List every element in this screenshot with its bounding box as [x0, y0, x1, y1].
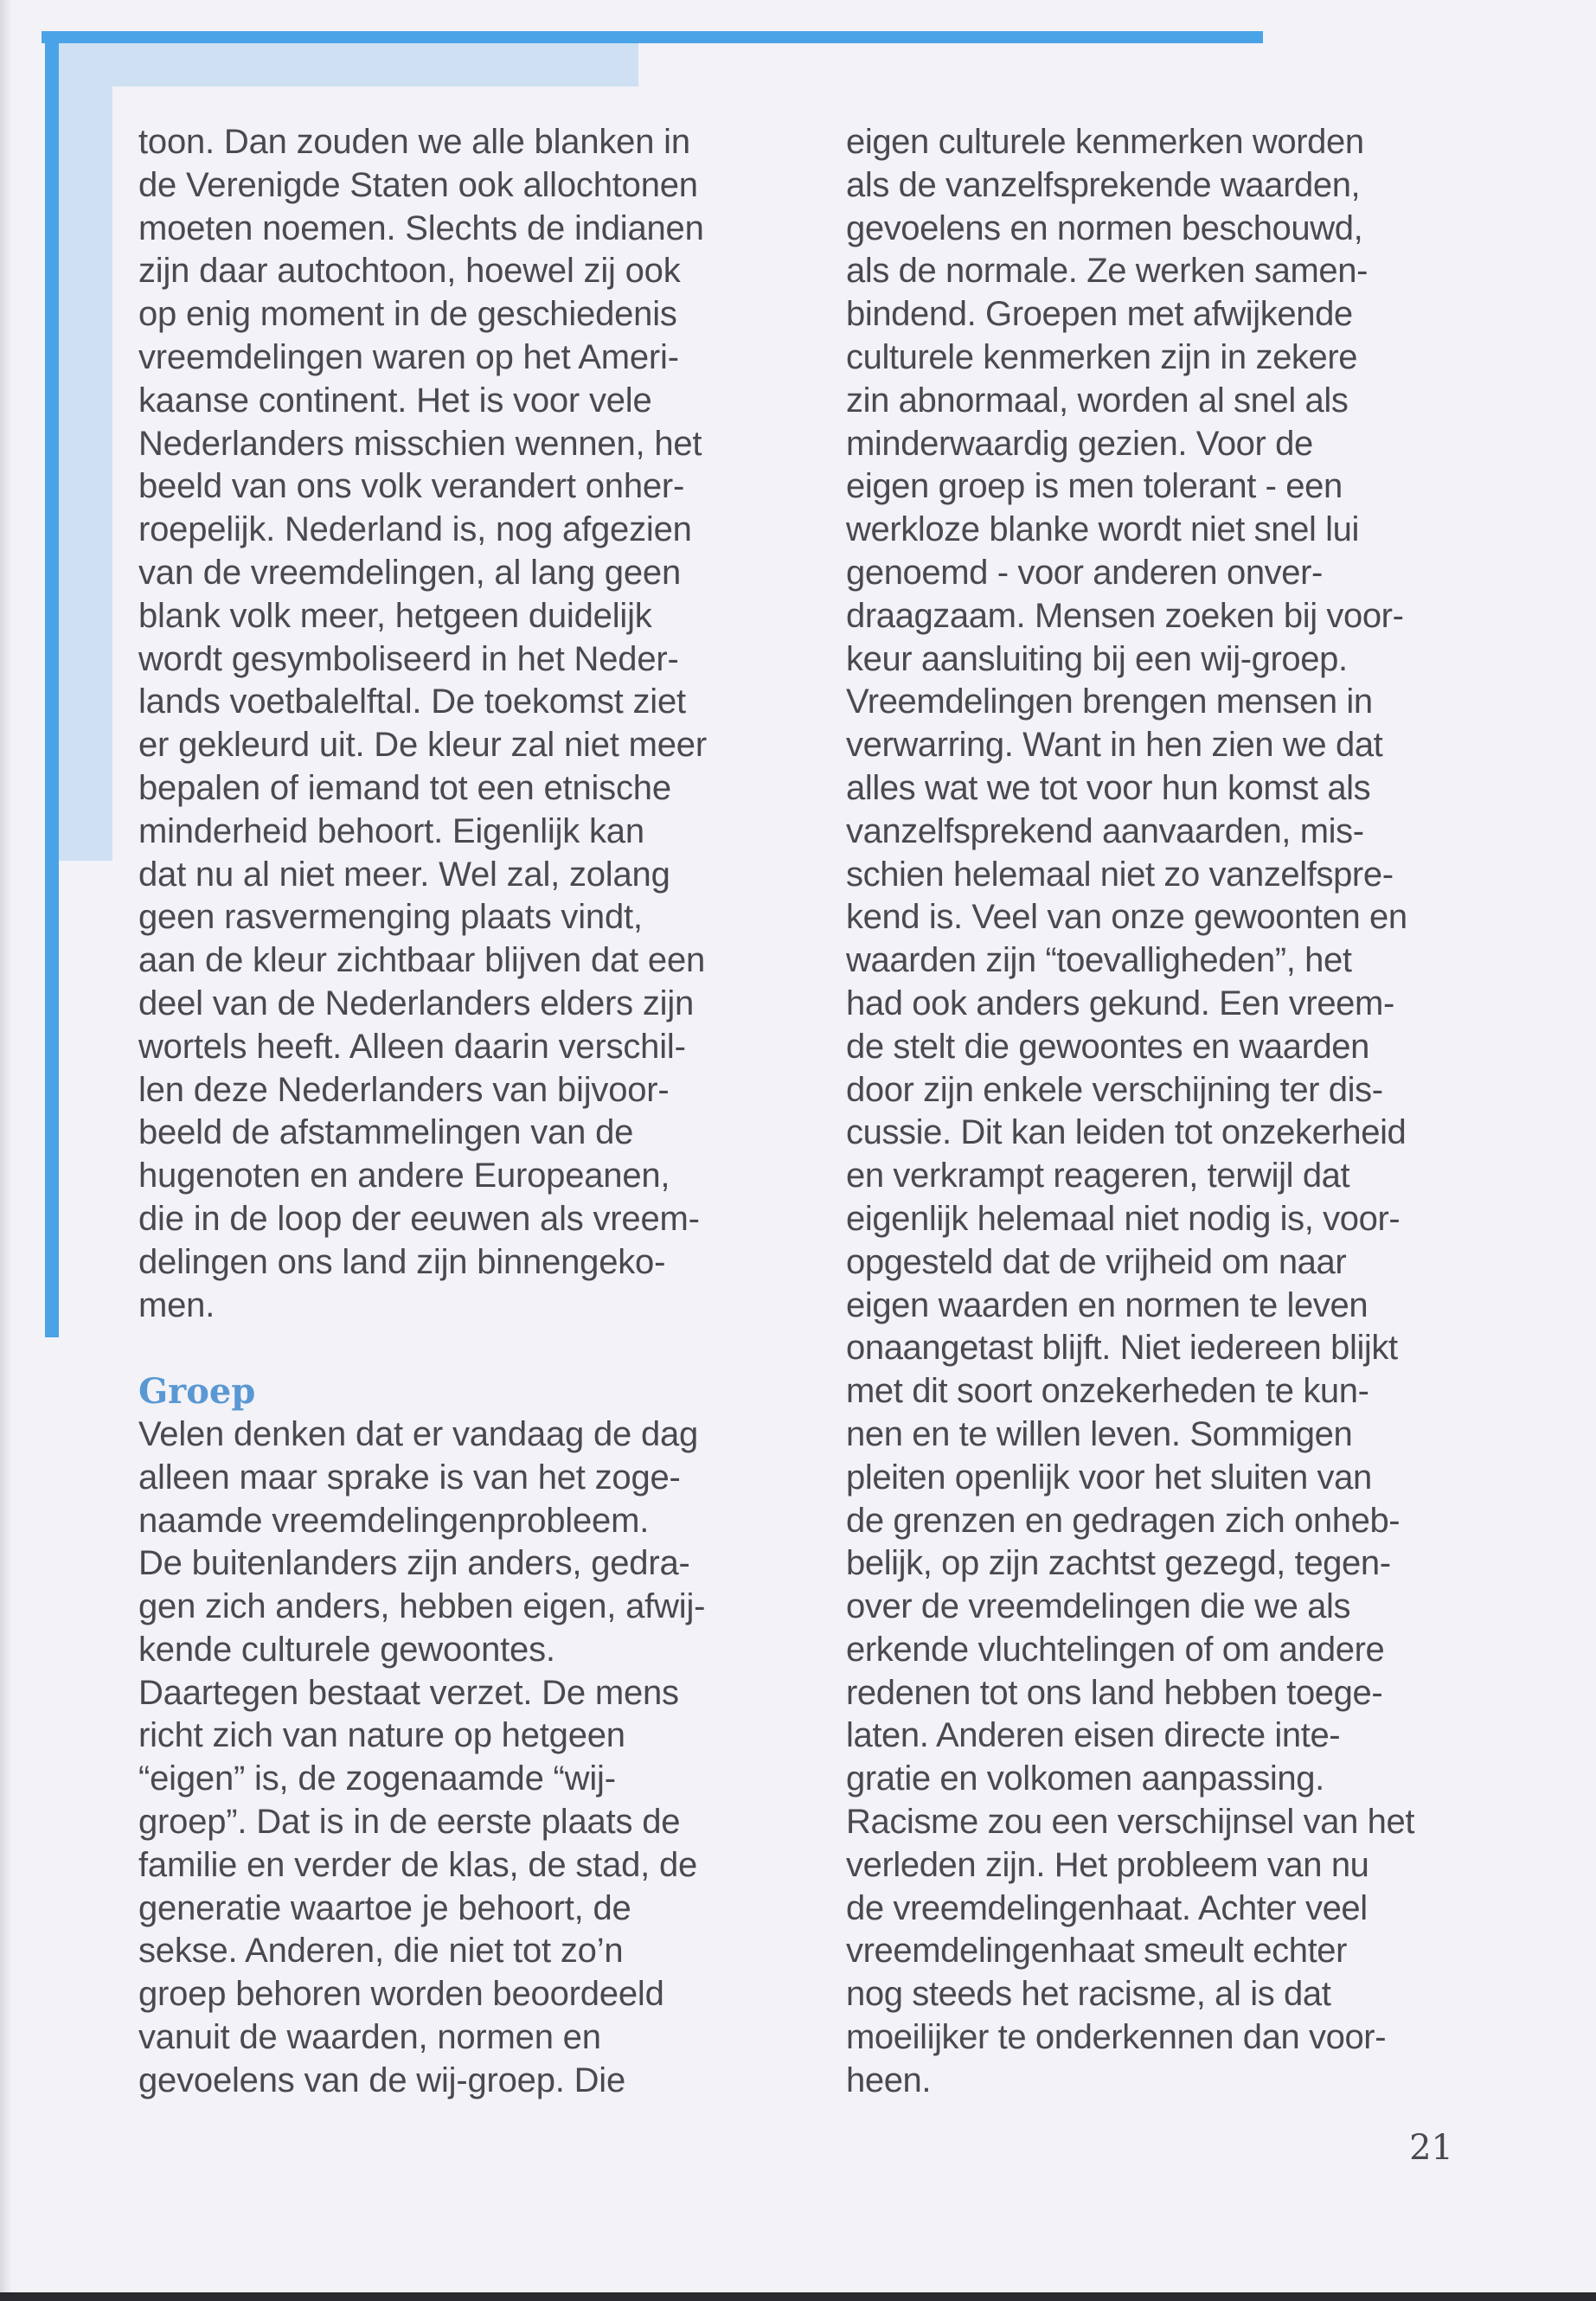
text-line: over de vreemdelingen die we als [846, 1587, 1351, 1626]
text-line: familie en verder de klas, de stad, de [138, 1845, 698, 1884]
accent-bar-top [42, 31, 1263, 43]
text-line: werkloze blanke wordt niet snel lui [846, 510, 1359, 549]
text-line: wortels heeft. Alleen daarin verschil- [138, 1027, 686, 1066]
paragraph-continued [846, 121, 1486, 2103]
text-line: men. [138, 1285, 215, 1324]
text-line: onaangetast blijft. Niet iedereen blijkt [846, 1329, 1398, 1368]
text-line: groep”. Dat is in de eerste plaats de [138, 1803, 681, 1842]
text-line: wordt gesymboliseerd in het Neder- [138, 639, 679, 678]
text-line: hugenoten en andere Europeanen, [138, 1157, 670, 1195]
text-line: eigen waarden en normen te leven [846, 1285, 1368, 1324]
text-line: heen. [846, 2061, 932, 2099]
text-line: nen en te willen leven. Sommigen [846, 1414, 1353, 1453]
text-line: van de vreemdelingen, al lang geen [138, 553, 681, 592]
paragraph-gap [138, 1327, 796, 1370]
page-gutter-shadow [0, 0, 12, 2301]
text-line: gevoelens van de wij-groep. Die [138, 2061, 626, 2099]
text-line: Racisme zou een verschijnsel van het [846, 1803, 1415, 1842]
text-line: vreemdelingen waren op het Ameri- [138, 337, 679, 376]
text-line: laten. Anderen eisen directe inte- [846, 1716, 1341, 1755]
text-line: als de normale. Ze werken samen- [846, 252, 1368, 291]
text-line: toon. Dan zouden we alle blanken in [138, 123, 690, 161]
text-line: de grenzen en gedragen zich onheb- [846, 1501, 1401, 1540]
text-line: lands voetbalelftal. De toekomst ziet [138, 683, 686, 721]
text-line: Vreemdelingen brengen mensen in [846, 683, 1373, 721]
text-line: delingen ons land zijn binnengeko- [138, 1242, 666, 1281]
text-line: gratie en volkomen aanpassing. [846, 1759, 1324, 1798]
text-line: alleen maar sprake is van het zoge- [138, 1458, 681, 1497]
text-line: moeilijker te onderkennen dan voor- [846, 2018, 1387, 2057]
text-line: redenen tot ons land hebben toege- [846, 1673, 1383, 1712]
text-line: minderwaardig gezien. Voor de [846, 424, 1313, 463]
text-line: naamde vreemdelingenprobleem. [138, 1501, 650, 1540]
text-line: groep behoren worden beoordeeld [138, 1975, 664, 2014]
text-line: door zijn enkele verschijning ter dis- [846, 1070, 1383, 1109]
text-line: cussie. Dit kan leiden tot onzekerheid [846, 1113, 1407, 1152]
text-line: blank volk meer, hetgeen duidelijk [138, 596, 652, 635]
paragraph-continuation [138, 121, 796, 1327]
text-line: als de vanzelfsprekende waarden, [846, 165, 1361, 204]
text-line: roepelijk. Nederland is, nog afgezien [138, 510, 692, 549]
accent-bar-left [45, 31, 59, 1337]
text-line: erkende vluchtelingen of om andere [846, 1630, 1385, 1669]
text-line: zin abnormaal, worden al snel als [846, 381, 1349, 420]
text-line: kend is. Veel van onze gewoonten en [846, 898, 1407, 937]
text-line: en verkrampt reageren, terwijl dat [846, 1157, 1350, 1195]
text-line: sekse. Anderen, die niet tot zo’n [138, 1932, 624, 1971]
text-line: eigen culturele kenmerken worden [846, 123, 1364, 161]
text-line: verwarring. Want in hen zien we dat [846, 726, 1383, 765]
text-line: er gekleurd uit. De kleur zal niet meer [138, 726, 707, 765]
text-line: de stelt die gewoontes en waarden [846, 1027, 1370, 1066]
text-line: met dit soort onzekerheden te kun- [846, 1372, 1369, 1411]
text-line: zijn daar autochtoon, hoewel zij ook [138, 252, 681, 291]
text-line: Daartegen bestaat verzet. De mens [138, 1673, 679, 1712]
text-line: waarden zijn “toevalligheden”, het [846, 941, 1352, 980]
text-line: opgesteld dat de vrijheid om naar [846, 1242, 1347, 1281]
text-line: pleiten openlijk voor het sluiten van [846, 1458, 1372, 1497]
text-line: de Verenigde Staten ook allochtonen [138, 165, 698, 204]
text-line: vreemdelingenhaat smeult echter [846, 1932, 1348, 1971]
text-line: richt zich van nature op hetgeen [138, 1716, 625, 1755]
text-line: beeld van ons volk verandert onher- [138, 467, 685, 506]
text-line: kaanse continent. Het is voor vele [138, 381, 652, 420]
paragraph-groep [138, 1413, 796, 2103]
text-line: “eigen” is, de zogenaamde “wij- [138, 1759, 616, 1798]
text-line: de vreemdelingenhaat. Achter veel [846, 1888, 1368, 1927]
text-line: geen rasvermenging plaats vindt, [138, 898, 643, 937]
text-line: eigenlijk helemaal niet nodig is, voor- [846, 1199, 1401, 1238]
text-line: minderheid behoort. Eigenlijk kan [138, 811, 644, 850]
text-line: dat nu al niet meer. Wel zal, zolang [138, 855, 670, 894]
text-line: gevoelens en normen beschouwd, [846, 208, 1363, 247]
text-line: die in de loop der eeuwen als vreem- [138, 1199, 700, 1238]
text-line: kende culturele gewoontes. [138, 1630, 555, 1669]
text-line: draagzaam. Mensen zoeken bij voor- [846, 596, 1404, 635]
text-line: beeld de afstammelingen van de [138, 1113, 634, 1152]
text-line: op enig moment in de geschiedenis [138, 295, 677, 334]
text-line: Velen denken dat er vandaag de dag [138, 1414, 699, 1453]
page-number: 21 [1409, 2128, 1453, 2168]
text-line: vanzelfsprekend aanvaarden, mis- [846, 811, 1364, 850]
text-line: eigen groep is men tolerant - een [846, 467, 1343, 506]
text-line: len deze Nederlanders van bijvoor- [138, 1070, 670, 1109]
text-line: had ook anders gekund. Een vreem- [846, 984, 1394, 1022]
text-line: bepalen of iemand tot een etnische [138, 768, 671, 807]
text-line: aan de kleur zichtbaar blijven dat een [138, 941, 706, 980]
scan-bottom-edge [0, 2292, 1596, 2301]
text-line: bindend. Groepen met afwijkende [846, 295, 1353, 334]
text-line: genoemd - voor anderen onver- [846, 553, 1323, 592]
text-line: deel van de Nederlanders elders zijn [138, 984, 695, 1022]
text-line: keur aansluiting bij een wij-groep. [846, 639, 1348, 678]
text-line: nog steeds het racisme, al is dat [846, 1975, 1331, 2014]
section-heading-groep: Groep [138, 1371, 256, 1413]
text-line: moeten noemen. Slechts de indianen [138, 208, 704, 247]
accent-tint-top [59, 43, 638, 87]
text-line: De buitenlanders zijn anders, gedra- [138, 1544, 690, 1583]
text-line: Nederlanders misschien wennen, het [138, 424, 702, 463]
text-line: belijk, op zijn zachtst gezegd, tegen- [846, 1544, 1391, 1583]
text-line: alles wat we tot voor hun komst als [846, 768, 1371, 807]
text-line: generatie waartoe je behoort, de [138, 1888, 631, 1927]
text-column-left [138, 121, 796, 2103]
text-column-right [846, 121, 1486, 2103]
text-line: culturele kenmerken zijn in zekere [846, 337, 1358, 376]
accent-tint-side [59, 43, 112, 861]
text-line: vanuit de waarden, normen en [138, 2018, 601, 2057]
text-line: schien helemaal niet zo vanzelfspre- [846, 855, 1394, 894]
text-line: gen zich anders, hebben eigen, afwij- [138, 1587, 706, 1626]
text-line: verleden zijn. Het probleem van nu [846, 1845, 1369, 1884]
